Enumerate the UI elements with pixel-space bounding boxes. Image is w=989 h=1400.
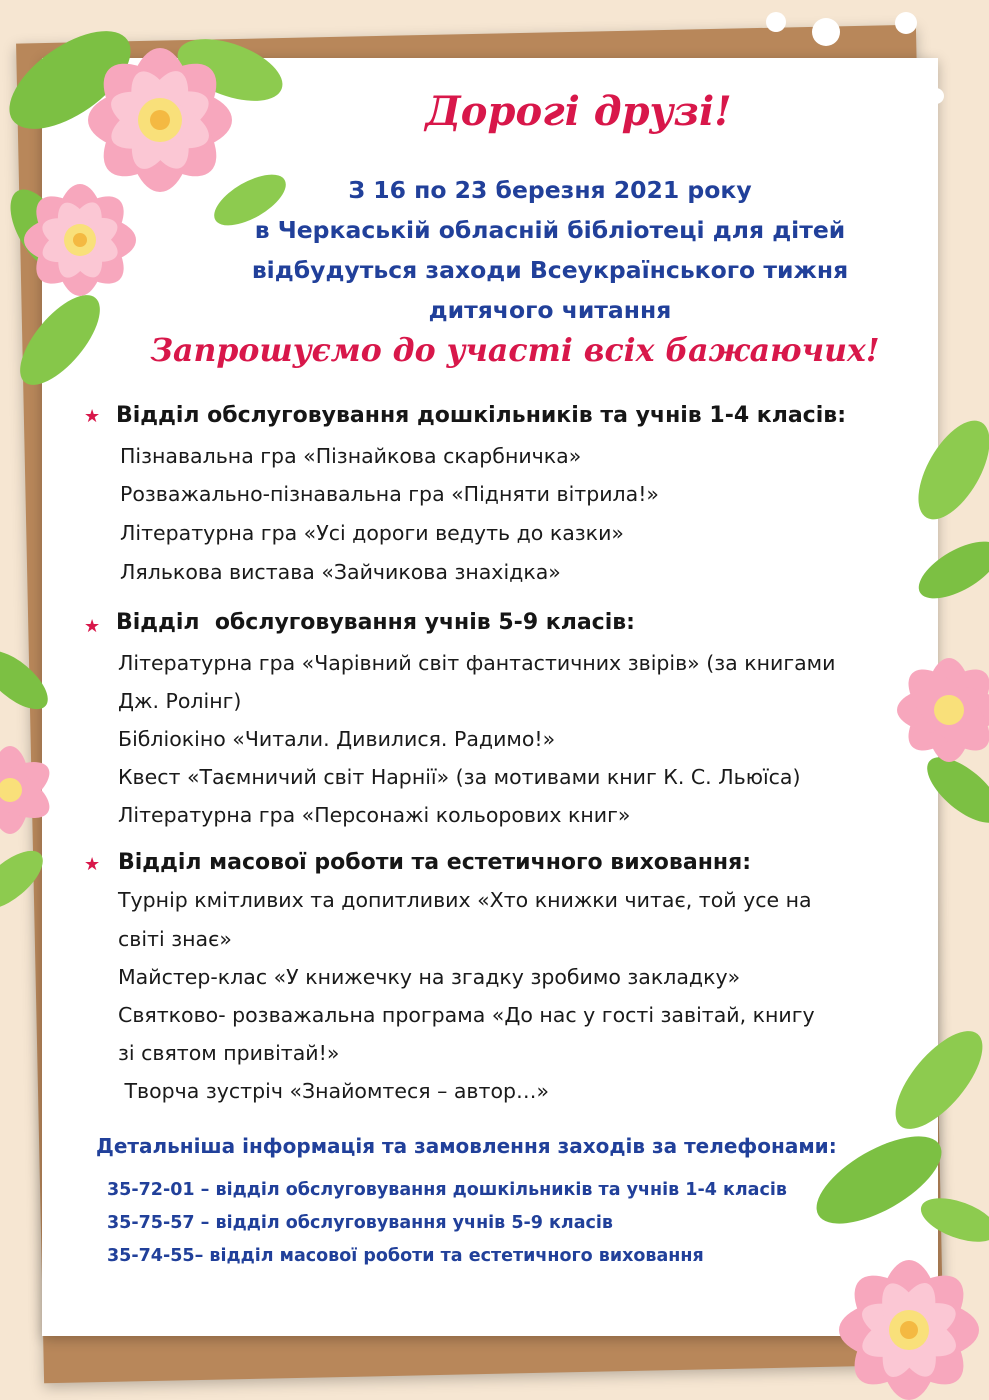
section-title-mass-work: Відділ масової роботи та естетичного виховання: — [118, 850, 752, 875]
list-item: Турнір кмітливих та допитливих «Хто книжки читає, той усе на — [118, 888, 812, 912]
flower-icon — [895, 656, 989, 763]
list-item: Пізнавальна гра «Пізнайкова скарбничка» — [120, 444, 582, 468]
list-item: Майстер-клас «У книжечку на згадку зробимо закладку» — [118, 965, 741, 989]
flower-cluster-bottom-right — [789, 1010, 989, 1400]
star-icon: ★ — [84, 854, 101, 875]
list-item: Святково- розважальна програма «До нас у гості завітай, книгу — [118, 1003, 815, 1027]
contact-phone-line: 35-72-01 – відділ обслуговування дошкільників та учнів 1-4 класів — [107, 1180, 787, 1200]
flower-icon — [0, 746, 58, 834]
section-title-preschool: Відділ обслуговування дошкільників та учнів 1-4 класів: — [116, 403, 846, 428]
greeting-heading: Дорогі друзі! — [425, 88, 732, 135]
leaf-icon — [904, 409, 989, 834]
decor-dot — [895, 12, 917, 34]
intro-line: в Черкаській обласній бібліотеці для дітей — [254, 216, 846, 244]
list-item: Літературна гра «Усі дороги ведуть до казки» — [120, 521, 624, 545]
list-item: Квест «Таємничий світ Нарнії» (за мотивами книг К. С. Льюїса) — [118, 765, 801, 789]
decor-dot — [766, 12, 786, 32]
contact-phone-line: 35-75-57 – відділ обслуговування учнів 5-9 класів — [107, 1213, 613, 1233]
list-item: світі знає» — [118, 927, 232, 951]
list-item: Бібліокіно «Читали. Дивилися. Радимо!» — [118, 727, 556, 751]
intro-line: відбудуться заходи Всеукраїнського тижня — [251, 256, 849, 284]
contact-phone-line: 35-74-55– відділ масової роботи та естетичного виховання — [107, 1246, 704, 1266]
intro-line: З 16 по 23 березня 2021 року — [348, 176, 752, 204]
contacts-title: Детальніша інформація та замовлення заходів за телефонами: — [96, 1134, 837, 1158]
star-icon: ★ — [84, 616, 101, 637]
section-title-grades-5-9: Відділ обслуговування учнів 5-9 класів: — [116, 610, 635, 635]
flower-cluster-right — [879, 390, 989, 840]
list-item: Літературна гра «Персонажі кольорових книг» — [118, 803, 631, 827]
decor-dot — [812, 18, 840, 46]
star-icon: ★ — [84, 406, 101, 427]
flower-cluster-left — [0, 620, 60, 920]
flower-icon — [837, 1258, 981, 1400]
intro-line: дитячого читання — [428, 296, 672, 324]
list-item: зі святом привітай!» — [118, 1041, 340, 1065]
list-item: Розважально-пізнавальна гра «Підняти вітрила!» — [120, 482, 659, 506]
list-item: Творча зустріч «Знайомтеся – автор…» — [118, 1079, 550, 1103]
list-item: Літературна гра «Чарівний світ фантастичних звірів» (за книгами — [118, 651, 836, 675]
invite-heading: Запрошуємо до участі всіх бажаючих! — [150, 332, 880, 369]
list-item: Дж. Ролінг) — [118, 689, 242, 713]
list-item: Лялькова вистава «Зайчикова знахідка» — [120, 560, 561, 584]
intro-text — [200, 170, 900, 330]
